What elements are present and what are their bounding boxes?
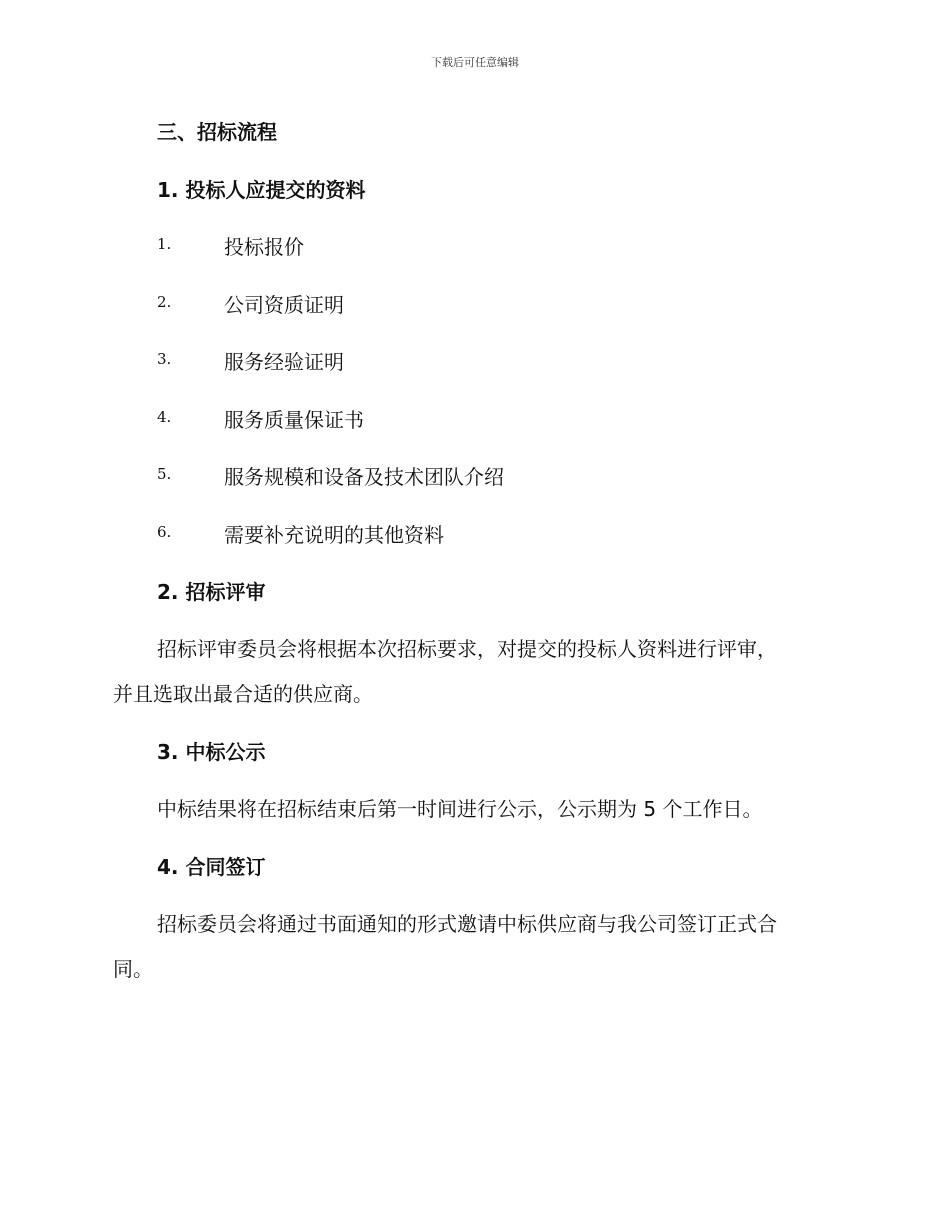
paragraph-line: 同。	[113, 957, 153, 981]
paragraph-line: 并且选取出最合适的供应商。	[113, 682, 373, 706]
list-item-number: 2.	[157, 293, 172, 311]
list-item-number: 1.	[157, 235, 172, 253]
paragraph-line: 中标结果将在招标结束后第一时间进行公示，公示期为 5 个工作日。	[157, 797, 763, 821]
subsection-title-review: 2. 招标评审	[157, 580, 266, 604]
list-item-text: 服务规模和设备及技术团队介绍	[224, 465, 504, 489]
list-item-number: 3.	[157, 350, 172, 368]
subsection-title-contract: 4. 合同签订	[157, 855, 266, 879]
subsection-title-materials: 1. 投标人应提交的资料	[157, 178, 366, 202]
list-item-number: 5.	[157, 465, 172, 483]
paragraph-line: 招标委员会将通过书面通知的形式邀请中标供应商与我公司签订正式合	[157, 912, 777, 936]
subsection-title-announcement: 3. 中标公示	[157, 740, 266, 764]
header-note: 下载后可任意编辑	[431, 56, 519, 69]
list-item-number: 4.	[157, 408, 172, 426]
paragraph-line: 招标评审委员会将根据本次招标要求，对提交的投标人资料进行评审，	[157, 637, 777, 661]
list-item-text: 服务质量保证书	[224, 408, 364, 432]
list-item-text: 服务经验证明	[224, 350, 344, 374]
list-item-number: 6.	[157, 523, 172, 541]
section-title: 三、招标流程	[157, 120, 277, 144]
list-item-text: 投标报价	[224, 235, 304, 259]
list-item-text: 需要补充说明的其他资料	[224, 523, 444, 547]
list-item-text: 公司资质证明	[224, 293, 344, 317]
